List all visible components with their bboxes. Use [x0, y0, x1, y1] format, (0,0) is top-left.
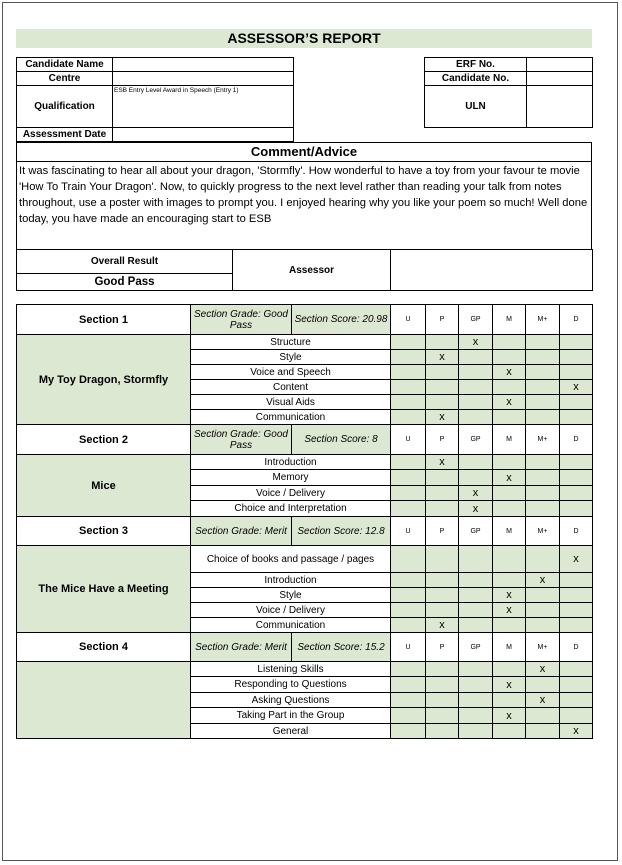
criterion-name: Choice and Interpretation: [191, 501, 391, 517]
grade-mark-cell[interactable]: [391, 486, 426, 501]
grade-mark-cell[interactable]: [426, 603, 459, 618]
grade-mark-cell[interactable]: x: [526, 662, 560, 677]
section-title: My Toy Dragon, Stormfly: [17, 335, 191, 425]
grade-mark-cell[interactable]: [560, 455, 593, 470]
grade-mark-cell[interactable]: [426, 335, 459, 350]
grade-mark-cell[interactable]: [391, 470, 426, 486]
section-score: Section Score: 15.2: [292, 633, 391, 662]
sections-table: [16, 304, 593, 739]
grade-column-header: M+: [526, 517, 560, 546]
grade-mark-cell[interactable]: [526, 546, 560, 573]
grade-mark-cell[interactable]: [526, 380, 560, 395]
grade-mark-cell[interactable]: [526, 395, 560, 410]
grade-column-header: M+: [526, 305, 560, 335]
criterion-name: Voice / Delivery: [191, 603, 391, 618]
grade-mark-cell[interactable]: [560, 588, 593, 603]
grade-mark-cell[interactable]: [459, 693, 493, 708]
grade-mark-cell[interactable]: x: [493, 470, 526, 486]
section-label: Section 3: [17, 517, 191, 546]
grade-mark-cell[interactable]: [426, 365, 459, 380]
grade-mark-cell[interactable]: x: [493, 365, 526, 380]
grade-mark-cell[interactable]: [391, 365, 426, 380]
grade-mark-cell[interactable]: x: [426, 455, 459, 470]
grade-column-header: P: [426, 633, 459, 662]
grade-mark-cell[interactable]: [560, 603, 593, 618]
grade-column-header: M: [493, 517, 526, 546]
grade-mark-cell[interactable]: [426, 546, 459, 573]
criterion-name: Voice / Delivery: [191, 486, 391, 501]
qualification-label: Qualification: [17, 86, 113, 128]
section-title: Mice: [17, 455, 191, 517]
criterion-name: Communication: [191, 410, 391, 425]
grade-mark-cell[interactable]: [459, 708, 493, 724]
grade-mark-cell[interactable]: x: [459, 501, 493, 517]
grade-mark-cell[interactable]: [560, 335, 593, 350]
grade-mark-cell[interactable]: [493, 455, 526, 470]
grade-mark-cell[interactable]: [526, 335, 560, 350]
grade-column-header: M: [493, 633, 526, 662]
grade-column-header: U: [391, 633, 426, 662]
criterion-name: Structure: [191, 335, 391, 350]
grade-mark-cell[interactable]: [493, 546, 526, 573]
assessment-date-field[interactable]: [113, 128, 294, 142]
grade-mark-cell[interactable]: [391, 724, 426, 739]
candidate-no-label: Candidate No.: [425, 72, 527, 86]
grade-mark-cell[interactable]: [426, 501, 459, 517]
grade-mark-cell[interactable]: [459, 662, 493, 677]
criterion-row: [17, 335, 593, 350]
grade-mark-cell[interactable]: [426, 380, 459, 395]
grade-mark-cell[interactable]: x: [459, 335, 493, 350]
grade-mark-cell[interactable]: [493, 486, 526, 501]
comment-box: [16, 142, 592, 250]
uln-field[interactable]: [527, 86, 593, 128]
grade-column-header: GP: [459, 425, 493, 455]
grade-mark-cell[interactable]: [391, 603, 426, 618]
grade-mark-cell[interactable]: [459, 546, 493, 573]
grade-mark-cell[interactable]: [391, 395, 426, 410]
grade-mark-cell[interactable]: [526, 724, 560, 739]
criterion-name: Choice of books and passage / pages: [191, 546, 391, 573]
candidate-details-table: [16, 57, 294, 142]
grade-mark-cell[interactable]: [526, 603, 560, 618]
grade-mark-cell[interactable]: x: [560, 546, 593, 573]
registration-table: [424, 57, 593, 128]
grade-mark-cell[interactable]: [459, 470, 493, 486]
grade-mark-cell[interactable]: [526, 410, 560, 425]
grade-mark-cell[interactable]: [560, 708, 593, 724]
grade-mark-cell[interactable]: [493, 573, 526, 588]
grade-mark-cell[interactable]: [526, 455, 560, 470]
grade-mark-cell[interactable]: [426, 677, 459, 693]
grade-mark-cell[interactable]: x: [426, 410, 459, 425]
grade-mark-cell[interactable]: [560, 501, 593, 517]
uln-label: ULN: [425, 86, 527, 128]
grade-mark-cell[interactable]: [391, 662, 426, 677]
section-grade: Section Grade: Good Pass: [191, 305, 292, 335]
grade-mark-cell[interactable]: [560, 395, 593, 410]
grade-mark-cell[interactable]: [459, 588, 493, 603]
grade-mark-cell[interactable]: [391, 501, 426, 517]
grade-mark-cell[interactable]: x: [426, 618, 459, 633]
criterion-name: General: [191, 724, 391, 739]
grade-mark-cell[interactable]: [560, 410, 593, 425]
grade-mark-cell[interactable]: [459, 455, 493, 470]
grade-column-header: M+: [526, 633, 560, 662]
grade-mark-cell[interactable]: [560, 365, 593, 380]
grade-mark-cell[interactable]: [391, 455, 426, 470]
grade-mark-cell[interactable]: [560, 693, 593, 708]
section-grade: Section Grade: Good Pass: [191, 425, 292, 455]
grade-mark-cell[interactable]: [459, 724, 493, 739]
section-score: Section Score: 20.98: [292, 305, 391, 335]
criterion-row: [17, 546, 593, 573]
grade-mark-cell[interactable]: [391, 693, 426, 708]
grade-column-header: GP: [459, 517, 493, 546]
grade-mark-cell[interactable]: x: [560, 724, 593, 739]
grade-mark-cell[interactable]: [459, 603, 493, 618]
section-score: Section Score: 12.8: [292, 517, 391, 546]
criterion-row: [17, 662, 593, 677]
section-header-row: [17, 305, 593, 335]
grade-mark-cell[interactable]: x: [459, 486, 493, 501]
grade-mark-cell[interactable]: [391, 573, 426, 588]
grade-mark-cell[interactable]: [459, 365, 493, 380]
grade-column-header: GP: [459, 633, 493, 662]
assessment-date-label: Assessment Date: [17, 128, 113, 142]
grade-mark-cell[interactable]: [459, 618, 493, 633]
grade-mark-cell[interactable]: x: [426, 350, 459, 365]
grade-mark-cell[interactable]: [426, 693, 459, 708]
criterion-name: Content: [191, 380, 391, 395]
grade-mark-cell[interactable]: [459, 573, 493, 588]
grade-mark-cell[interactable]: [493, 335, 526, 350]
grade-mark-cell[interactable]: [526, 588, 560, 603]
candidate-no-field[interactable]: [527, 72, 593, 86]
grade-mark-cell[interactable]: [391, 588, 426, 603]
criterion-name: Introduction: [191, 573, 391, 588]
grade-mark-cell[interactable]: [459, 350, 493, 365]
grade-column-header: D: [560, 633, 593, 662]
grade-column-header: D: [560, 305, 593, 335]
grade-mark-cell[interactable]: [426, 395, 459, 410]
criterion-name: Visual Aids: [191, 395, 391, 410]
grade-mark-cell[interactable]: [526, 677, 560, 693]
section-header-row: [17, 425, 593, 455]
grade-mark-cell[interactable]: [459, 380, 493, 395]
grade-column-header: GP: [459, 305, 493, 335]
grade-mark-cell[interactable]: [526, 708, 560, 724]
grade-mark-cell[interactable]: [526, 365, 560, 380]
grade-mark-cell[interactable]: [493, 618, 526, 633]
grade-mark-cell[interactable]: [493, 501, 526, 517]
criterion-name: Responding to Questions: [191, 677, 391, 693]
comment-text: It was fascinating to hear all about your dragon, 'Stormfly'. How wonderful to have a toy from your favour te movie 'How To Train Your Dragon'. Now, to quickly progress to the next level rather than reading your talk from notes throughout, use a poster with images to prompt you. I enjoyed hearing why you like your poem so much! Well done today, you have made an encouraging start to ESB: [19, 165, 588, 225]
grade-mark-cell[interactable]: [459, 395, 493, 410]
criterion-name: Style: [191, 350, 391, 365]
centre-field[interactable]: [113, 72, 294, 86]
assessor-field[interactable]: [391, 250, 593, 291]
erf-field[interactable]: [527, 58, 593, 72]
criterion-name: Asking Questions: [191, 693, 391, 708]
centre-label: Centre: [17, 72, 113, 86]
grade-mark-cell[interactable]: [493, 410, 526, 425]
overall-result-label: Overall Result: [17, 250, 233, 274]
grade-mark-cell[interactable]: x: [526, 693, 560, 708]
grade-column-header: D: [560, 425, 593, 455]
grade-mark-cell[interactable]: [560, 677, 593, 693]
grade-mark-cell[interactable]: [426, 588, 459, 603]
grade-mark-cell[interactable]: x: [493, 708, 526, 724]
grade-mark-cell[interactable]: [560, 618, 593, 633]
criterion-name: Memory: [191, 470, 391, 486]
criterion-name: Communication: [191, 618, 391, 633]
section-title: [17, 662, 191, 739]
grade-mark-cell[interactable]: [560, 486, 593, 501]
grade-mark-cell[interactable]: [560, 350, 593, 365]
grade-column-header: U: [391, 305, 426, 335]
section-header-row: [17, 633, 593, 662]
grade-mark-cell[interactable]: x: [493, 603, 526, 618]
assessor-label: Assessor: [233, 250, 391, 291]
section-title: The Mice Have a Meeting: [17, 546, 191, 633]
section-grade: Section Grade: Merit: [191, 633, 292, 662]
grade-column-header: D: [560, 517, 593, 546]
criterion-name: Voice and Speech: [191, 365, 391, 380]
criterion-name: Listening Skills: [191, 662, 391, 677]
section-label: Section 1: [17, 305, 191, 335]
section-grade: Section Grade: Merit: [191, 517, 292, 546]
criterion-row: [17, 455, 593, 470]
section-score: Section Score: 8: [292, 425, 391, 455]
grade-column-header: M+: [526, 425, 560, 455]
grade-mark-cell[interactable]: [459, 410, 493, 425]
grade-column-header: U: [391, 425, 426, 455]
grade-mark-cell[interactable]: [526, 350, 560, 365]
grade-mark-cell[interactable]: [526, 486, 560, 501]
grade-mark-cell[interactable]: [391, 350, 426, 365]
report-title: ASSESSOR’S REPORT: [16, 29, 592, 48]
grade-mark-cell[interactable]: [493, 350, 526, 365]
grade-mark-cell[interactable]: [560, 470, 593, 486]
criterion-name: Style: [191, 588, 391, 603]
grade-mark-cell[interactable]: x: [560, 380, 593, 395]
grade-mark-cell[interactable]: [391, 546, 426, 573]
grade-mark-cell[interactable]: [426, 662, 459, 677]
overall-result-value: Good Pass: [17, 274, 233, 291]
candidate-name-field[interactable]: [113, 58, 294, 72]
grade-mark-cell[interactable]: x: [493, 588, 526, 603]
comment-title: Comment/Advice: [17, 143, 591, 162]
grade-mark-cell[interactable]: [560, 662, 593, 677]
grade-mark-cell[interactable]: [526, 618, 560, 633]
grade-column-header: U: [391, 517, 426, 546]
grade-mark-cell[interactable]: [426, 486, 459, 501]
grade-mark-cell[interactable]: [493, 693, 526, 708]
grade-mark-cell[interactable]: [391, 708, 426, 724]
section-label: Section 2: [17, 425, 191, 455]
grade-mark-cell[interactable]: x: [526, 573, 560, 588]
grade-mark-cell[interactable]: [391, 380, 426, 395]
grade-mark-cell[interactable]: [560, 573, 593, 588]
grade-column-header: M: [493, 305, 526, 335]
grade-mark-cell[interactable]: [426, 724, 459, 739]
grade-mark-cell[interactable]: x: [493, 677, 526, 693]
grade-mark-cell[interactable]: [493, 724, 526, 739]
grade-mark-cell[interactable]: [426, 470, 459, 486]
grade-mark-cell[interactable]: [391, 677, 426, 693]
grade-mark-cell[interactable]: [391, 410, 426, 425]
grade-column-header: P: [426, 425, 459, 455]
section-header-row: [17, 517, 593, 546]
erf-label: ERF No.: [425, 58, 527, 72]
grade-column-header: P: [426, 517, 459, 546]
grade-mark-cell[interactable]: [459, 677, 493, 693]
criterion-name: Taking Part in the Group: [191, 708, 391, 724]
overall-result-table: [16, 249, 593, 291]
criterion-name: Introduction: [191, 455, 391, 470]
grade-column-header: M: [493, 425, 526, 455]
grade-mark-cell[interactable]: [493, 662, 526, 677]
grade-mark-cell[interactable]: [526, 470, 560, 486]
grade-mark-cell[interactable]: [426, 708, 459, 724]
section-label: Section 4: [17, 633, 191, 662]
grade-mark-cell[interactable]: [493, 380, 526, 395]
grade-mark-cell[interactable]: [426, 573, 459, 588]
grade-mark-cell[interactable]: [391, 618, 426, 633]
grade-column-header: P: [426, 305, 459, 335]
candidate-name-label: Candidate Name: [17, 58, 113, 72]
grade-mark-cell[interactable]: [526, 501, 560, 517]
grade-mark-cell[interactable]: [391, 335, 426, 350]
qualification-value: ESB Entry Level Award in Speech (Entry 1): [113, 86, 294, 128]
grade-mark-cell[interactable]: x: [493, 395, 526, 410]
